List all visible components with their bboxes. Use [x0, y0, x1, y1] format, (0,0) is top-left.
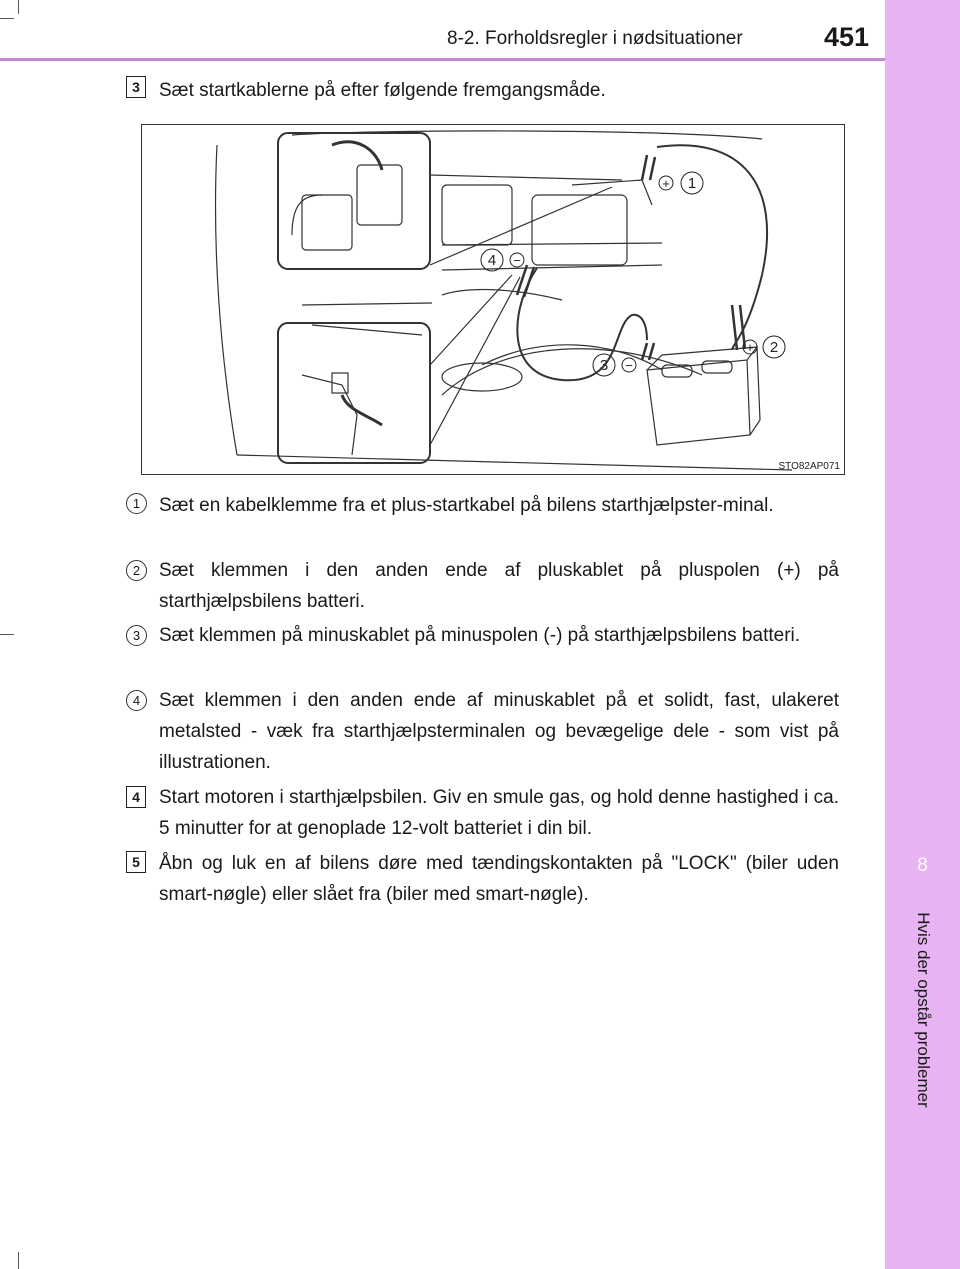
callout-3: [593, 354, 636, 376]
step-number-badge: 3: [126, 76, 146, 98]
step-text: Åbn og luk en af bilens døre med tændingskontakten på "LOCK" (biler uden smart-nøgle) eller slået fra (biler med smart-nøgle).: [159, 853, 839, 905]
substep-text-2: Sæt klemmen i den anden ende af pluskablet på pluspolen (+) på starthjælpsbilens batteri.: [159, 560, 839, 612]
chapter-side-tab: [885, 0, 960, 1269]
substep-text-3: Sæt klemmen på minuskablet på minuspolen (-) på starthjælpsbilens batteri.: [159, 625, 801, 646]
callout-2: [743, 336, 785, 358]
callout-1-number: 1: [687, 175, 697, 192]
callout-3-sign: −: [625, 358, 633, 373]
substep-number-4: 4: [126, 690, 147, 711]
substep-number-2: 2: [126, 560, 147, 581]
step-text: Sæt startkablerne på efter følgende fremgangsmåde.: [159, 80, 606, 101]
substep-text-1: Sæt en kabelklemme fra et plus-startkabel på bilens starthjælpster-minal.: [159, 495, 774, 516]
callout-4-number: 4: [487, 252, 497, 269]
chapter-number: 8: [917, 855, 928, 876]
jump-start-illustration: [141, 124, 845, 475]
step-number-badge: 5: [126, 851, 146, 873]
callout-4-sign: −: [513, 253, 521, 268]
section-title: 8-2. Forholdsregler i nødsituationer: [447, 28, 743, 49]
callout-4: [481, 249, 524, 271]
step-text: Start motoren i starthjælpsbilen. Giv en smule gas, og hold denne hastighed i ca. 5 minutter for at genoplade 12-volt batteriet i din bil.: [159, 787, 839, 839]
callout-2-number: 2: [769, 339, 779, 356]
engine-bay-drawing: [142, 125, 844, 474]
substep-number-1: 1: [126, 493, 147, 514]
callout-2-sign: +: [746, 340, 754, 355]
callout-1: [659, 172, 703, 194]
step-number-badge: 4: [126, 786, 146, 808]
substep-number-3: 3: [126, 625, 147, 646]
page-number: 451: [824, 22, 870, 52]
substep-text-4: Sæt klemmen i den anden ende af minuskablet på et solidt, fast, ulakeret metalsted - væk fra starthjælpsterminalen og bevægelige dele - som vist på illustrationen.: [159, 690, 839, 773]
callout-3-number: 3: [599, 357, 609, 374]
figure-code: STO82AP071: [778, 461, 840, 472]
header-divider: [0, 58, 885, 61]
chapter-title: Hvis der opstår problemer: [914, 912, 933, 1108]
callout-1-sign: +: [662, 176, 670, 191]
